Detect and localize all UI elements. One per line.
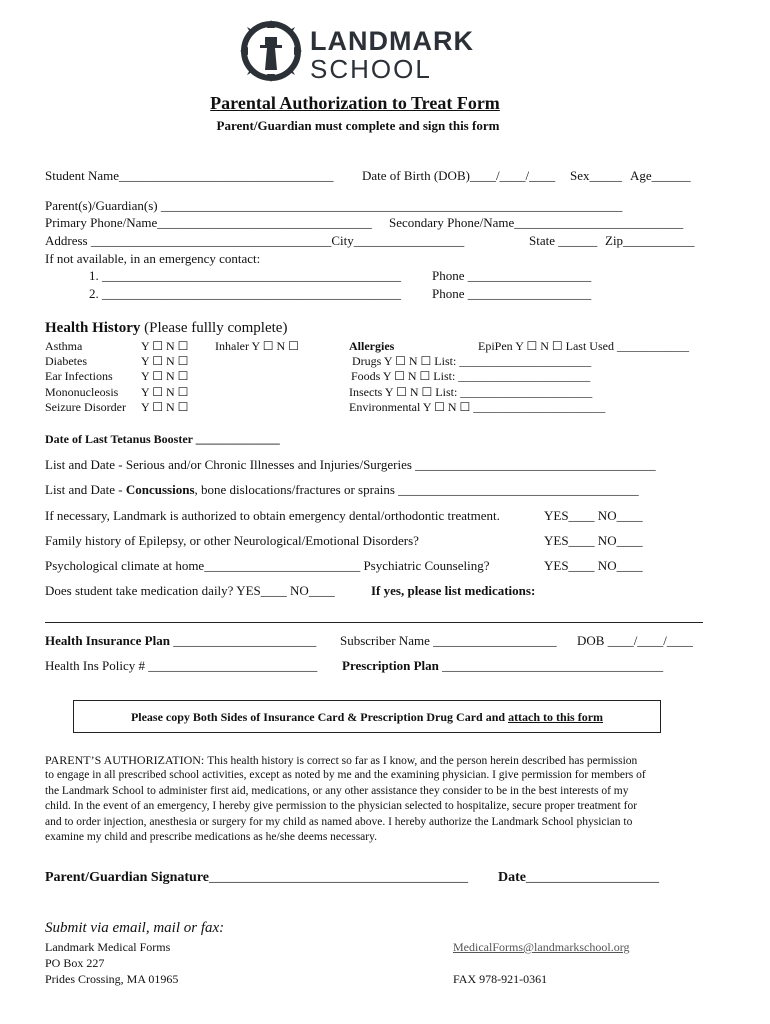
prescription-plan-field[interactable] <box>342 658 663 674</box>
subscriber-dob-field[interactable]: DOB ____/____/____ <box>577 633 693 648</box>
lighthouse-compass-icon <box>238 18 304 84</box>
concussions-field[interactable] <box>45 482 639 498</box>
insurance-notice-underlined: attach to this form <box>508 710 604 724</box>
psych-question[interactable]: Psychological climate at home________________________ Psychiatric Counseling? <box>45 558 490 573</box>
emergency-phone-2[interactable]: Phone ___________________ <box>432 286 592 301</box>
epilepsy-question: Family history of Epilepsy, or other Neurological/Emotional Disorders? <box>45 533 419 548</box>
allergy-insects[interactable]: Insects Y ☐ N ☐ List: ______________________ <box>349 385 593 399</box>
medication-list-label: If yes, please list medications: <box>371 583 536 598</box>
tetanus-field[interactable]: Date of Last Tetanus Booster ______________ <box>45 432 280 446</box>
signature-field[interactable] <box>45 870 468 886</box>
authorization-line-5: and to order injection, anesthesia or surgery for my child as named above. I hereby authorize the Landmark School physician to <box>45 816 633 828</box>
dob-field[interactable]: Date of Birth (DOB)____/____/____ <box>362 168 556 183</box>
psych-yes-no[interactable]: YES____ NO____ <box>544 558 643 573</box>
condition-yn[interactable]: Y ☐ N ☐ <box>141 385 189 399</box>
age-field[interactable]: Age______ <box>630 168 691 183</box>
condition-label: Asthma <box>45 339 83 353</box>
epilepsy-yes-no[interactable]: YES____ NO____ <box>544 533 643 548</box>
authorization-line-4: child. In the event of an emergency, I hereby give permission to the physician selected to hospitalize, secure proper treatment for <box>45 800 638 812</box>
allergy-drugs[interactable]: Drugs Y ☐ N ☐ List: ______________________ <box>352 354 592 368</box>
page-title: Parental Authorization to Treat Form <box>210 93 500 113</box>
insurance-plan-label: Health Insurance Plan <box>45 633 170 648</box>
dental-question: If necessary, Landmark is authorized to obtain emergency dental/orthodontic treatment. <box>45 508 500 523</box>
condition-yn[interactable]: Y ☐ N ☐ <box>141 400 189 414</box>
logo-wordmark-top: LANDMARK <box>310 26 474 56</box>
prescription-plan-blank: __________________________________ <box>438 658 664 673</box>
submit-heading: Submit via email, mail or fax: <box>45 920 225 936</box>
signature-blank: _____________________________________ <box>209 870 469 885</box>
concussions-prefix: List and Date - <box>45 482 126 497</box>
emergency-contact-2[interactable]: 2. ______________________________________________ <box>89 286 401 301</box>
prescription-plan-label: Prescription Plan <box>342 658 439 673</box>
condition-label: Diabetes <box>45 354 87 368</box>
allergy-foods[interactable]: Foods Y ☐ N ☐ List: ______________________ <box>351 369 591 383</box>
emergency-contact-1[interactable]: 1. ______________________________________________ <box>89 268 401 283</box>
dental-yes-no[interactable]: YES____ NO____ <box>544 508 643 523</box>
state-field[interactable]: State ______ <box>529 233 598 248</box>
allergies-heading: Allergies <box>349 339 395 353</box>
insurance-plan-blank: ______________________ <box>169 633 317 648</box>
parents-field[interactable]: Parent(s)/Guardian(s) _______________________________________________________________________ <box>45 198 623 213</box>
mail-address-line-1: Landmark Medical Forms <box>45 940 171 954</box>
condition-label: Ear Infections <box>45 369 113 383</box>
signature-date-label: Date <box>498 870 526 885</box>
emergency-phone-1[interactable]: Phone ___________________ <box>432 268 592 283</box>
allergy-environmental[interactable]: Environmental Y ☐ N ☐ ______________________ <box>349 400 606 414</box>
page-subtitle: Parent/Guardian must complete and sign this form <box>216 118 500 133</box>
email-link[interactable]: MedicalForms@landmarkschool.org <box>453 940 630 954</box>
authorization-line-2: to engage in all prescribed school activities, except as noted by me and the examining physician. I give permission for members of <box>45 769 646 781</box>
medication-list-line[interactable] <box>45 622 703 623</box>
authorization-lead: PARENT’S AUTHORIZATION: <box>45 753 208 767</box>
condition-label: Seizure Disorder <box>45 400 126 414</box>
logo-wordmark-bottom: SCHOOL <box>310 54 432 84</box>
signature-date-blank: ___________________ <box>526 870 659 885</box>
authorization-line-6: examine my child and prescribe medications as he/she deems necessary. <box>45 831 377 843</box>
authorization-line-1 <box>45 753 637 768</box>
fax-number: FAX 978-921-0361 <box>453 972 548 986</box>
mail-address-line-3: Prides Crossing, MA 01965 <box>45 972 179 986</box>
illnesses-field[interactable]: List and Date - Serious and/or Chronic Illnesses and Injuries/Surgeries _____________________________________ <box>45 457 656 472</box>
authorization-text: This health history is correct so far as I know, and the person herein described has permission <box>207 755 638 767</box>
sex-field[interactable]: Sex_____ <box>570 168 622 183</box>
concussions-bold: Concussions <box>125 482 195 497</box>
signature-label: Parent/Guardian Signature <box>45 870 210 885</box>
primary-phone-field[interactable]: Primary Phone/Name_________________________________ <box>45 215 372 230</box>
epipen-field[interactable]: EpiPen Y ☐ N ☐ Last Used ____________ <box>478 339 689 353</box>
concussions-suffix: , bone dislocations/fractures or sprains _____________________________________ <box>194 482 639 497</box>
mail-address-line-2: PO Box 227 <box>45 956 105 970</box>
subscriber-field[interactable]: Subscriber Name ___________________ <box>340 633 557 648</box>
condition-yn[interactable]: Y ☐ N ☐ <box>141 354 189 368</box>
policy-field[interactable]: Health Ins Policy # __________________________ <box>45 658 318 673</box>
student-name-field[interactable]: Student Name_________________________________ <box>45 168 334 183</box>
address-field[interactable]: Address _____________________________________City_________________ <box>45 233 465 248</box>
insurance-notice <box>73 710 661 725</box>
health-history-heading <box>45 320 287 337</box>
health-history-title: Health History <box>45 320 141 336</box>
signature-date-field[interactable] <box>498 870 659 886</box>
condition-yn[interactable]: Y ☐ N ☐ <box>141 339 189 353</box>
emergency-label: If not available, in an emergency contact: <box>45 251 261 266</box>
zip-field[interactable]: Zip___________ <box>605 233 695 248</box>
authorization-line-3: the Landmark School to administer first aid, medications, or any other assistance they consider to be in the best interests of my <box>45 785 629 797</box>
inhaler-yn[interactable]: Inhaler Y ☐ N ☐ <box>215 339 299 353</box>
medication-question[interactable]: Does student take medication daily? YES____ NO____ <box>45 583 335 598</box>
insurance-plan-field[interactable] <box>45 633 316 649</box>
insurance-notice-text: Please copy Both Sides of Insurance Card & Prescription Drug Card and <box>130 710 509 724</box>
condition-yn[interactable]: Y ☐ N ☐ <box>141 369 189 383</box>
school-logo <box>238 18 304 84</box>
secondary-phone-field[interactable]: Secondary Phone/Name__________________________ <box>389 215 684 230</box>
condition-label: Mononucleosis <box>45 385 119 399</box>
health-history-note: (Please fullly complete) <box>140 320 288 336</box>
